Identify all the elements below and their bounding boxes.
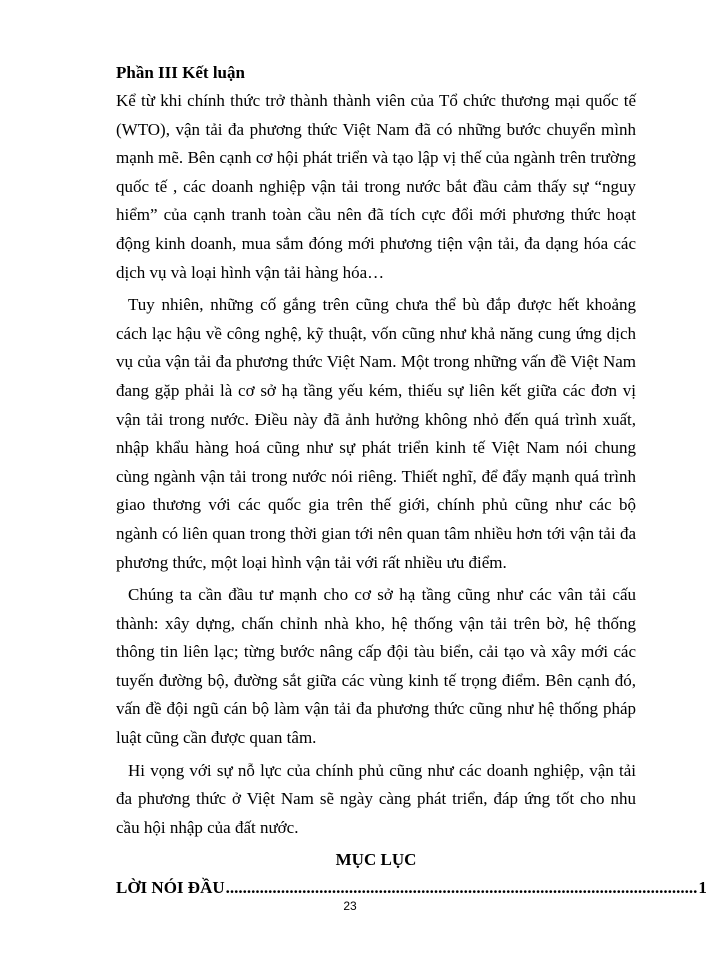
paragraph-4: Hi vọng với sự nỗ lực của chính phủ cũng như các doanh nghiệp, vận tải đa phương thức ở Việt Nam sẽ ngày càng phát triển, đáp ứng tốt cho nhu cầu hội nhập của đất nước. <box>116 760 636 837</box>
toc-entry-leader: ............................................................................................................... <box>225 878 698 898</box>
section-heading: Phần III Kết luận <box>116 63 245 82</box>
toc-entry-page: 1 <box>698 878 707 898</box>
paragraph-1: Kể từ khi chính thức trở thành thành viên của Tổ chức thương mại quốc tế (WTO), vận tải đa phương thức Việt Nam đã có những bước chuyển mình mạnh mẽ. Bên cạnh cơ hội phát triển và tạo lập vị thế của ngành trên trường quốc tế , các doanh nghiệp vận tải trong nước bắt đầu cảm thấy sự “nguy hiểm” của cạnh tranh toàn cầu nên đã tích cực đổi mới phương thức hoạt động kinh doanh, mua sắm đóng mới phương tiện vận tải, đa dạng hóa các dịch vụ và loại hình vận tải hàng hóa… <box>116 91 636 282</box>
page-content <box>116 58 707 902</box>
paragraph-2: Tuy nhiên, những cố gắng trên cũng chưa thể bù đắp được hết khoảng cách lạc hậu về công nghệ, kỹ thuật, vốn cũng như khả năng cung ứng dịch vụ của vận tải đa phương thức Việt Nam. Một trong những vấn đề Việt Nam đang gặp phải là cơ sở hạ tầng yếu kém, thiếu sự liên kết giữa các đơn vị vận tải trong nước. Điều này đã ảnh hưởng không nhỏ đến quá trình xuất, nhập khẩu hàng hoá cũng như sự phát triển kinh tế Việt Nam nói chung cùng ngành vận tải trong nước nói riêng. Thiết nghĩ, để đẩy mạnh quá trình giao thương với các quốc gia trên thế giới, chính phủ cũng như các bộ ngành có liên quan trong thời gian tới nên quan tâm nhiều hơn tới vận tải đa phương thức, một loại hình vận tải với rất nhiều ưu điểm. <box>116 295 636 572</box>
toc-entry-label: LỜI NÓI ĐẦU <box>116 878 225 898</box>
page-number: 23 <box>343 899 357 913</box>
toc-title: MỤC LỤC <box>335 850 417 870</box>
paragraph-3: Chúng ta cần đầu tư mạnh cho cơ sở hạ tầng cũng như các vân tải cấu thành: xây dựng, chấn chỉnh nhà kho, hệ thống vận tải trên bờ, hệ thống thông tin liên lạc; từng bước nâng cấp đội tàu biển, cải tạo và xây mới các tuyến đường bộ, đường sắt giữa các vùng kinh tế trọng điểm. Bên cạnh đó, vấn đề đội ngũ cán bộ làm vận tải đa phương thức cũng như hệ thống pháp luật cũng cần được quan tâm. <box>116 585 636 748</box>
